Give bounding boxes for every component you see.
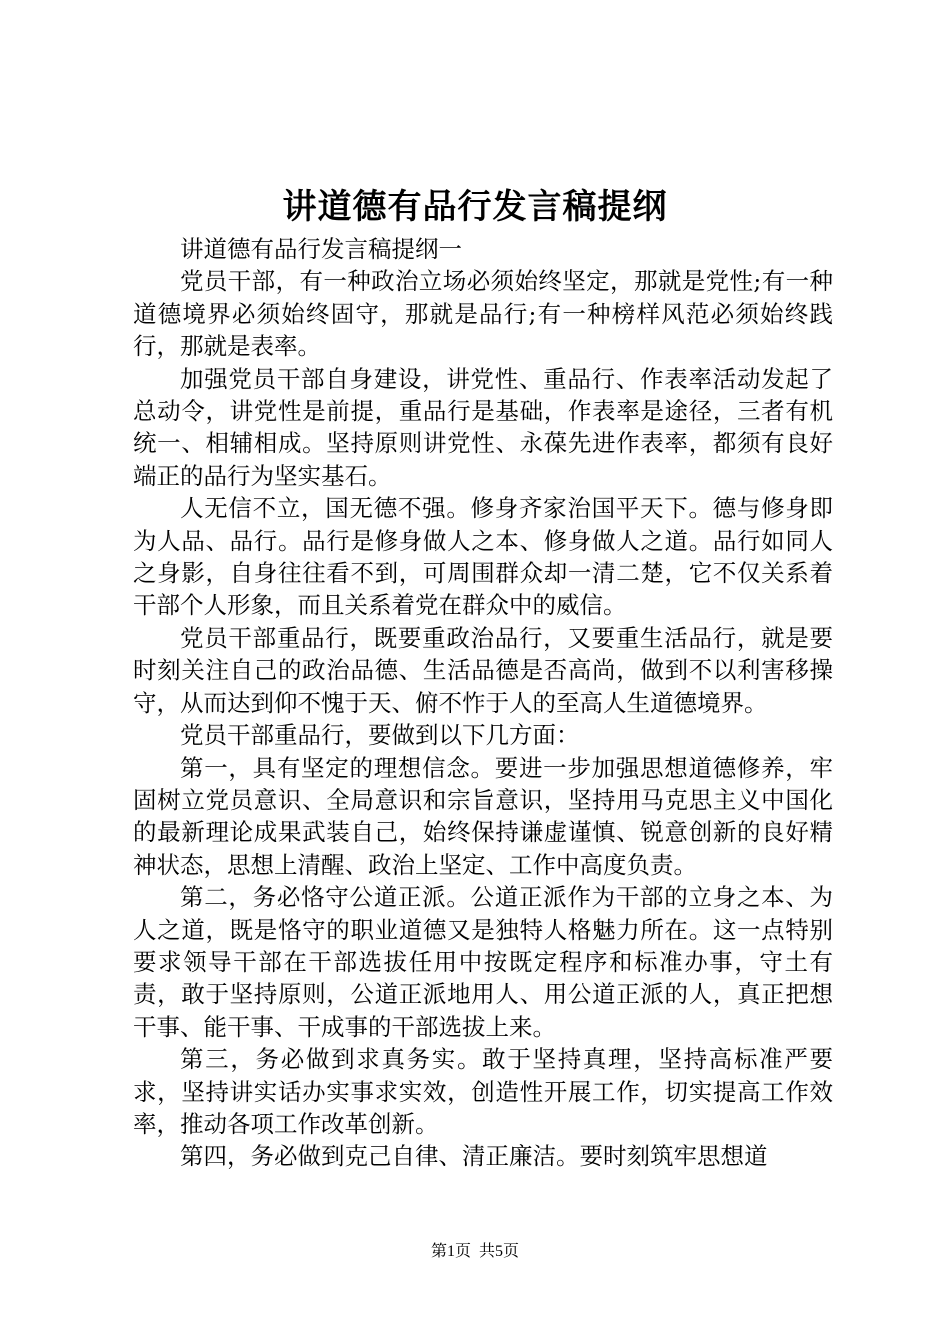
paragraph: 党员干部，有一种政治立场必须始终坚定，那就是党性;有一种道德境界必须始终固守，那就是品行;有一种榜样风范必须始终践行，那就是表率。: [133, 267, 833, 361]
paragraph: 第四，务必做到克己自律、清正廉洁。要时刻筑牢思想道: [180, 1142, 768, 1171]
page-number: 第1页: [430, 1243, 471, 1260]
paragraph: 党员干部重品行，既要重政治品行，又要重生活品行，就是要时刻关注自己的政治品德、生活品德是否高尚，做到不以利害移操守，从而达到仰不愧于天、俯不怍于人的至高人生道德境界。: [133, 623, 833, 717]
document-title: 讲道德有品行发言稿提纲: [282, 187, 668, 227]
paragraph: 加强党员干部自身建设，讲党性、重品行、作表率活动发起了总动令，讲党性是前提，重品行是基础，作表率是途径，三者有机统一、相辅相成。坚持原则讲党性、永葆先进作表率，都须有良好端正的品行为坚实基石。: [133, 364, 833, 490]
page-footer: [0, 1240, 950, 1264]
paragraph: 党员干部重品行，要做到以下几方面：: [180, 721, 580, 750]
document-body: [133, 233, 833, 1173]
paragraph-subtitle: 讲道德有品行发言稿提纲一: [180, 235, 462, 263]
paragraph: 第三，务必做到求真务实。敢于坚持真理，坚持高标准严要求，坚持讲实话办实事求实效，创造性开展工作，切实提高工作效率，推动各项工作改革创新。: [133, 1045, 833, 1138]
paragraph: 人无信不立，国无德不强。修身齐家治国平天下。德与修身即为人品、品行。品行是修身做人之本、修身做人之道。品行如同人之身影，自身往往看不到，可周围群众却一清二楚，它不仅关系着干部个人形象，而且关系着党在群众中的威信。: [133, 494, 833, 620]
paragraph: 第二，务必恪守公道正派。公道正派作为干部的立身之本、为人之道，既是恪守的职业道德又是独特人格魅力所在。这一点特别要求领导干部在干部选拔任用中按既定程序和标准办事，守土有责，敢于坚持原则，公道正派地用人、用公道正派的人，真正把想干事、能干事、干成事的干部选拔上来。: [133, 883, 833, 1041]
page-total: 共5页: [479, 1243, 520, 1260]
paragraph: 第一，具有坚定的理想信念。要进一步加强思想道德修养，牢固树立党员意识、全局意识和宗旨意识，坚持用马克思主义中国化的最新理论成果武装自己，始终保持谦虚谨慎、锐意创新的良好精神状态，思想上清醒、政治上坚定、工作中高度负责。: [133, 753, 833, 879]
